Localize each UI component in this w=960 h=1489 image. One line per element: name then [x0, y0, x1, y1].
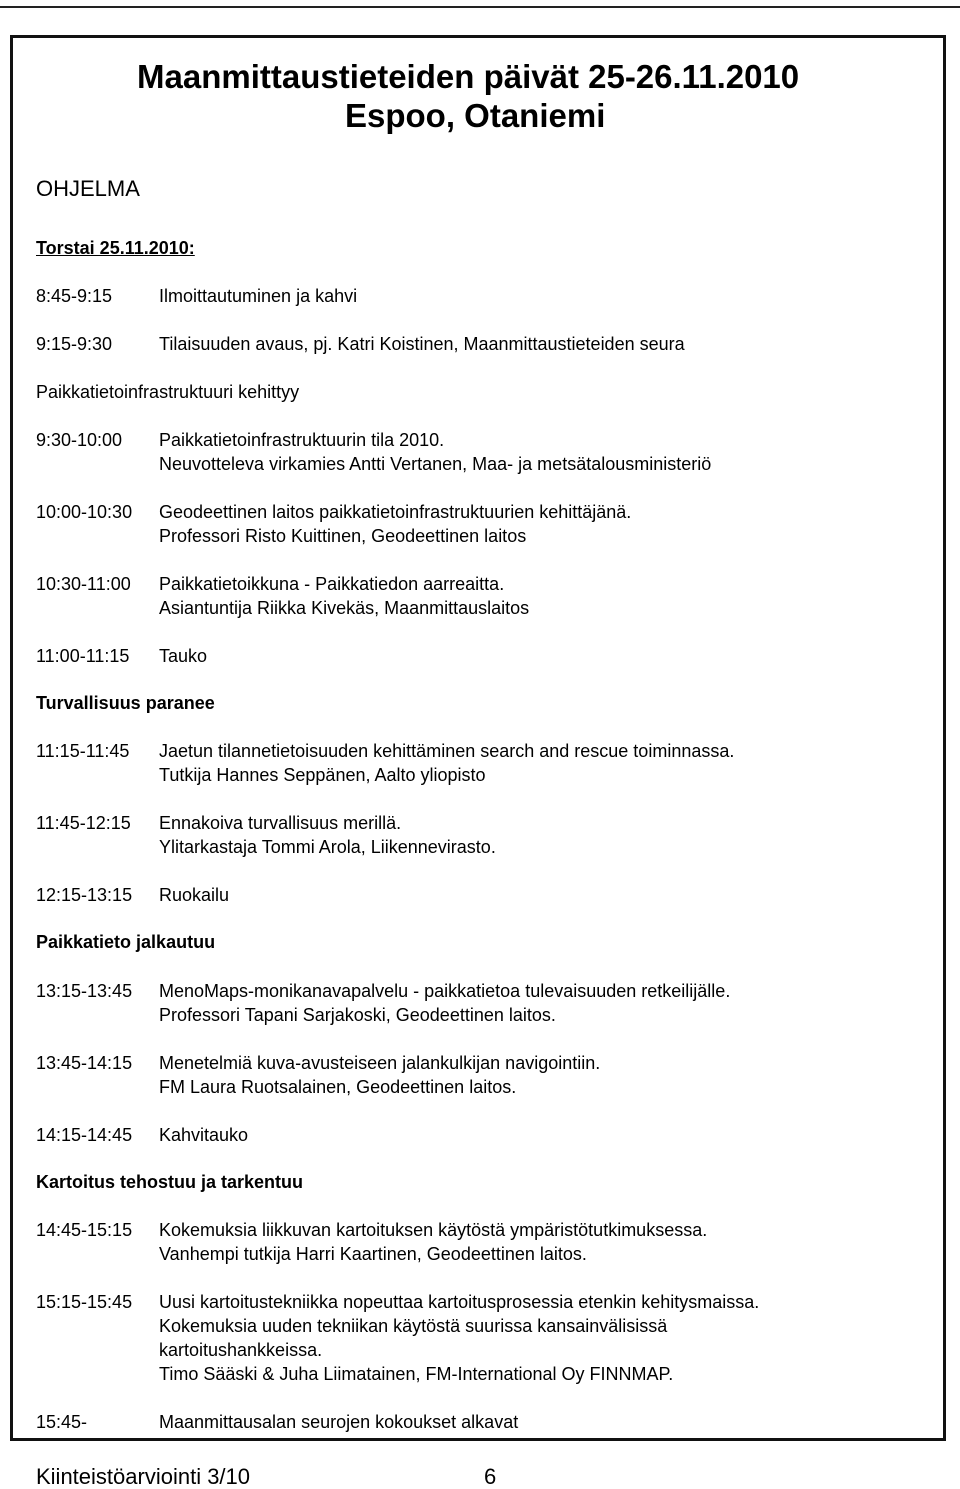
- session-title: Kokemuksia liikkuvan kartoituksen käytöstä ympäristötutkimuksessa.: [159, 1220, 708, 1240]
- time-slot: 14:45-15:15: [36, 1220, 133, 1240]
- session-speaker: Vanhempi tutkija Harri Kaartinen, Geodeettinen laitos.: [159, 1244, 587, 1264]
- section-heading: Paikkatietoinfrastruktuuri kehittyy: [36, 382, 300, 402]
- session-title: Ennakoiva turvallisuus merillä.: [159, 813, 402, 833]
- time-slot: 13:15-13:45: [36, 981, 133, 1001]
- session-title: Paikkatietoikkuna - Paikkatiedon aarreaitta.: [159, 574, 505, 594]
- session-title: Kahvitauko: [159, 1125, 249, 1145]
- top-rule: [0, 6, 960, 8]
- session-speaker: Professori Risto Kuittinen, Geodeettinen laitos: [159, 526, 527, 546]
- session-title: Maanmittausalan seurojen kokoukset alkavat: [159, 1412, 519, 1432]
- session-title: Tauko: [159, 646, 208, 666]
- time-slot: 12:15-13:15: [36, 885, 133, 905]
- time-slot: 11:15-11:45: [36, 741, 130, 761]
- event-title: Maanmittaustieteiden päivät 25-26.11.2010: [137, 58, 800, 95]
- time-slot: 15:15-15:45: [36, 1292, 133, 1312]
- session-title: MenoMaps-monikanavapalvelu - paikkatietoa tulevaisuuden retkeilijälle.: [159, 981, 731, 1001]
- session-speaker: Tutkija Hannes Seppänen, Aalto yliopisto: [159, 765, 486, 785]
- session-title: Tilaisuuden avaus, pj. Katri Koistinen, Maanmittaustieteiden seura: [159, 334, 685, 354]
- day-heading: Torstai 25.11.2010:: [36, 238, 195, 258]
- session-detail: kartoitushankkeissa.: [159, 1340, 323, 1360]
- session-title: Menetelmiä kuva-avusteiseen jalankulkijan navigointiin.: [159, 1053, 601, 1073]
- time-slot: 15:45-: [36, 1412, 88, 1432]
- section-heading: Paikkatieto jalkautuu: [36, 932, 216, 952]
- session-speaker: Professori Tapani Sarjakoski, Geodeettinen laitos.: [159, 1005, 556, 1025]
- footer-publication: Kiinteistöarviointi 3/10: [36, 1464, 251, 1489]
- section-heading: Kartoitus tehostuu ja tarkentuu: [36, 1172, 304, 1192]
- session-title: Ilmoittautuminen ja kahvi: [159, 286, 358, 306]
- session-speaker: Ylitarkastaja Tommi Arola, Liikennevirasto.: [159, 837, 496, 857]
- session-title: Geodeettinen laitos paikkatietoinfrastruktuurien kehittäjänä.: [159, 502, 632, 522]
- session-speaker: FM Laura Ruotsalainen, Geodeettinen laitos.: [159, 1077, 517, 1097]
- session-title: Paikkatietoinfrastruktuurin tila 2010.: [159, 430, 445, 450]
- time-slot: 8:45-9:15: [36, 286, 113, 306]
- time-slot: 11:45-12:15: [36, 813, 131, 833]
- time-slot: 14:15-14:45: [36, 1125, 133, 1145]
- session-speaker: Neuvotteleva virkamies Antti Vertanen, Maa- ja metsätalousministeriö: [159, 454, 712, 474]
- session-speaker: Asiantuntija Riikka Kivekäs, Maanmittauslaitos: [159, 598, 530, 618]
- time-slot: 10:00-10:30: [36, 502, 133, 522]
- time-slot: 10:30-11:00: [36, 574, 131, 594]
- session-detail: Kokemuksia uuden tekniikan käytöstä suurissa kansainvälisissä: [159, 1316, 668, 1336]
- session-title: Uusi kartoitustekniikka nopeuttaa kartoitusprosessia etenkin kehitysmaissa.: [159, 1292, 760, 1312]
- session-speaker: Timo Sääski & Juha Liimatainen, FM-International Oy FINNMAP.: [159, 1364, 674, 1384]
- section-heading: Turvallisuus paranee: [36, 693, 215, 713]
- time-slot: 9:15-9:30: [36, 334, 113, 354]
- session-title: Jaetun tilannetietoisuuden kehittäminen search and rescue toiminnassa.: [159, 741, 735, 761]
- footer-page-number: 6: [484, 1464, 497, 1489]
- time-slot: 9:30-10:00: [36, 430, 123, 450]
- session-title: Ruokailu: [159, 885, 230, 905]
- event-location: Espoo, Otaniemi: [345, 97, 606, 134]
- program-heading: OHJELMA: [36, 176, 140, 201]
- time-slot: 13:45-14:15: [36, 1053, 133, 1073]
- time-slot: 11:00-11:15: [36, 646, 130, 666]
